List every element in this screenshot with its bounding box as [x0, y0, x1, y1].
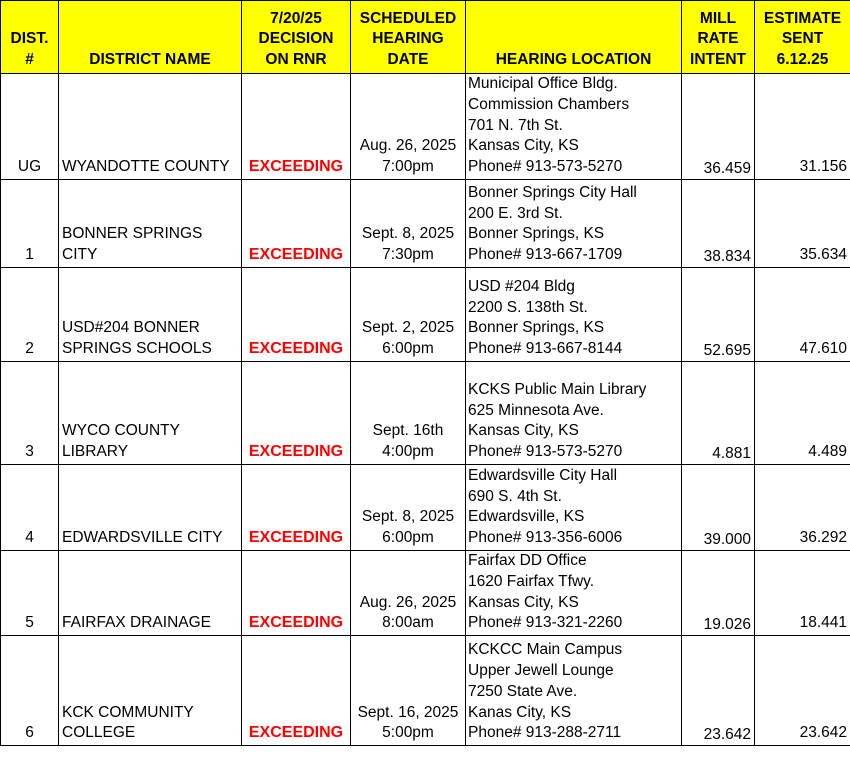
- header-row: [1, 1, 850, 74]
- estimate-sent-value: 31.156: [799, 158, 847, 176]
- hearing-location-line: Kanas City, KS: [468, 703, 572, 721]
- hearing-location-line: 7250 State Ave.: [468, 682, 578, 700]
- decision-status-value: EXCEEDING: [248, 443, 344, 461]
- hearing-location-line: 200 E. 3rd St.: [468, 204, 563, 222]
- decision-status-value: EXCEEDING: [248, 724, 344, 742]
- hearing-location: [466, 180, 682, 268]
- hearing-date-line: Sept. 2, 2025: [361, 319, 455, 337]
- decision-status-value: EXCEEDING: [248, 246, 344, 264]
- dist-number: [1, 551, 59, 636]
- dist-number: [1, 465, 59, 551]
- decision-status: [242, 180, 351, 268]
- dist-number-value: 4: [25, 529, 34, 547]
- estimate-sent: [755, 362, 850, 465]
- district-name-line: WYCO COUNTY: [62, 422, 180, 440]
- district-name: [59, 180, 242, 268]
- hearing-location-line: KCKS Public Main Library: [468, 380, 647, 398]
- table-row: [1, 551, 850, 636]
- hearing-date-line: 6:00pm: [382, 340, 434, 358]
- hearing-date: [351, 268, 466, 362]
- district-name-line: WYANDOTTE COUNTY: [62, 158, 230, 176]
- estimate-sent: [755, 636, 850, 746]
- hearing-date-line: Aug. 26, 2025: [359, 593, 457, 611]
- hearing-date-line: 5:00pm: [382, 724, 434, 742]
- mill-rate-intent: [682, 268, 755, 362]
- hearing-date-line: Sept. 8, 2025: [361, 225, 455, 243]
- hearing-location: [466, 551, 682, 636]
- district-name-line: KCK COMMUNITY: [62, 703, 194, 721]
- header-hearing-location: HEARING LOCATION: [466, 1, 682, 74]
- table-row: [1, 636, 850, 746]
- hearing-date-line: 4:00pm: [382, 443, 434, 461]
- hearing-location-line: Edwardsville City Hall: [468, 466, 618, 484]
- decision-status: [242, 636, 351, 746]
- district-name-line: FAIRFAX DRAINAGE: [62, 614, 212, 632]
- hearing-date-line: Aug. 26, 2025: [359, 137, 457, 155]
- mill-rate-intent: [682, 465, 755, 551]
- hearing-location-line: Kansas City, KS: [468, 593, 579, 611]
- table-row: [1, 268, 850, 362]
- decision-status: [242, 551, 351, 636]
- mill-rate-intent-value: 39.000: [703, 531, 751, 549]
- hearing-date: [351, 362, 466, 465]
- district-name-line: LIBRARY: [62, 443, 129, 461]
- decision-status: [242, 268, 351, 362]
- header-hearing-date: SCHEDULED HEARING DATE: [351, 1, 466, 74]
- decision-status: [242, 362, 351, 465]
- hearing-location-line: Phone# 913-667-8144: [468, 340, 623, 358]
- mill-rate-intent-value: 19.026: [703, 616, 751, 634]
- hearing-location: [466, 636, 682, 746]
- mill-rate-intent: [682, 636, 755, 746]
- mill-rate-intent-value: 52.695: [703, 342, 751, 360]
- mill-rate-intent-value: 36.459: [703, 160, 751, 178]
- hearing-date-line: 7:00pm: [382, 158, 434, 176]
- district-name: [59, 362, 242, 465]
- district-name: [59, 74, 242, 180]
- hearing-location: [466, 74, 682, 180]
- hearing-location-line: Kansas City, KS: [468, 422, 579, 440]
- hearing-location-line: Fairfax DD Office: [468, 552, 587, 569]
- dist-number: [1, 74, 59, 180]
- estimate-sent-value: 18.441: [799, 614, 847, 632]
- hearing-location-line: Commission Chambers: [468, 95, 630, 113]
- estimate-sent-value: 23.642: [799, 724, 847, 742]
- dist-number: [1, 636, 59, 746]
- hearing-location-line: 701 N. 7th St.: [468, 116, 563, 134]
- dist-number-value: 3: [25, 443, 34, 461]
- hearing-date: [351, 74, 466, 180]
- header-decision: 7/20/25 DECISION ON RNR: [242, 1, 351, 74]
- dist-number: [1, 268, 59, 362]
- hearing-date-line: 6:00pm: [382, 529, 434, 547]
- estimate-sent-value: 4.489: [808, 443, 847, 461]
- hearing-location-line: Phone# 913-288-2711: [468, 724, 622, 742]
- hearing-location-line: 1620 Fairfax Tfwy.: [468, 572, 595, 590]
- table-row: [1, 180, 850, 268]
- dist-number-value: UG: [17, 158, 42, 176]
- hearing-location-line: Phone# 913-573-5270: [468, 443, 623, 461]
- header-dist: DIST. #: [1, 1, 59, 74]
- hearing-date: [351, 180, 466, 268]
- dist-number: [1, 180, 59, 268]
- district-name-line: SPRINGS SCHOOLS: [62, 340, 212, 358]
- hearing-location-line: Phone# 913-321-2260: [468, 614, 623, 632]
- estimate-sent-value: 36.292: [799, 529, 847, 547]
- mill-rate-intent-value: 4.881: [712, 445, 751, 463]
- dist-number-value: 6: [25, 724, 34, 742]
- district-name: [59, 465, 242, 551]
- decision-status-value: EXCEEDING: [248, 340, 344, 358]
- hearing-date: [351, 551, 466, 636]
- header-estimate: ESTIMATE SENT 6.12.25: [755, 1, 850, 74]
- hearing-location-line: Kansas City, KS: [468, 137, 579, 155]
- hearing-date-line: 8:00am: [382, 614, 434, 632]
- estimate-sent-value: 47.610: [799, 340, 847, 358]
- district-name-line: CITY: [62, 246, 98, 264]
- mill-rate-intent-value: 23.642: [703, 726, 751, 744]
- hearing-location-line: Municipal Office Bldg.: [468, 75, 618, 93]
- mill-rate-intent: [682, 74, 755, 180]
- header-district-name: DISTRICT NAME: [59, 1, 242, 74]
- header-mill-rate: MILL RATE INTENT: [682, 1, 755, 74]
- hearing-date-line: Sept. 16th: [372, 422, 444, 440]
- hearing-location-line: USD #204 Bldg: [468, 277, 575, 295]
- district-name: [59, 268, 242, 362]
- estimate-sent: [755, 74, 850, 180]
- table-row: [1, 74, 850, 180]
- dist-number: [1, 362, 59, 465]
- hearing-location-line: Upper Jewell Lounge: [468, 662, 614, 679]
- district-name-line: COLLEGE: [62, 724, 136, 742]
- mill-rate-intent-value: 38.834: [703, 248, 751, 266]
- hearing-date-line: Sept. 8, 2025: [361, 508, 455, 526]
- hearing-location-line: Phone# 913-356-6006: [468, 529, 623, 547]
- dist-number-value: 1: [25, 246, 34, 264]
- hearing-location-line: Bonner Springs City Hall: [468, 183, 637, 201]
- decision-status: [242, 74, 351, 180]
- district-name: [59, 551, 242, 636]
- hearing-date-line: 7:30pm: [382, 246, 434, 264]
- hearing-location-line: Phone# 913-573-5270: [468, 158, 623, 176]
- dist-number-value: 5: [25, 614, 34, 632]
- estimate-sent: [755, 465, 850, 551]
- mill-rate-intent: [682, 180, 755, 268]
- estimate-sent: [755, 268, 850, 362]
- hearing-date-line: Sept. 16, 2025: [357, 703, 459, 721]
- district-name-line: BONNER SPRINGS: [62, 225, 203, 243]
- hearing-location-line: Phone# 913-667-1709: [468, 246, 623, 264]
- hearing-date: [351, 465, 466, 551]
- decision-status: [242, 465, 351, 551]
- hearing-location: [466, 465, 682, 551]
- hearing-location-line: 625 Minnesota Ave.: [468, 401, 604, 419]
- hearing-location-line: KCKCC Main Campus: [468, 641, 623, 659]
- estimate-sent-value: 35.634: [799, 246, 847, 264]
- table-row: [1, 362, 850, 465]
- table-row: [1, 465, 850, 551]
- mill-rate-intent: [682, 362, 755, 465]
- hearing-location: [466, 362, 682, 465]
- hearing-location-line: Bonner Springs, KS: [468, 319, 605, 337]
- hearing-location-line: 2200 S. 138th St.: [468, 298, 588, 316]
- hearing-location-line: Edwardsville, KS: [468, 508, 585, 526]
- hearing-location-line: Bonner Springs, KS: [468, 225, 605, 243]
- dist-number-value: 2: [25, 340, 34, 358]
- estimate-sent: [755, 180, 850, 268]
- decision-status-value: EXCEEDING: [248, 158, 344, 176]
- hearing-date: [351, 636, 466, 746]
- district-name: [59, 636, 242, 746]
- district-name-line: USD#204 BONNER: [62, 319, 200, 337]
- estimate-sent: [755, 551, 850, 636]
- decision-status-value: EXCEEDING: [248, 529, 344, 547]
- hearing-location: [466, 268, 682, 362]
- mill-rate-intent: [682, 551, 755, 636]
- district-name-line: EDWARDSVILLE CITY: [62, 529, 223, 547]
- hearing-location-line: 690 S. 4th St.: [468, 487, 562, 505]
- decision-status-value: EXCEEDING: [248, 614, 344, 632]
